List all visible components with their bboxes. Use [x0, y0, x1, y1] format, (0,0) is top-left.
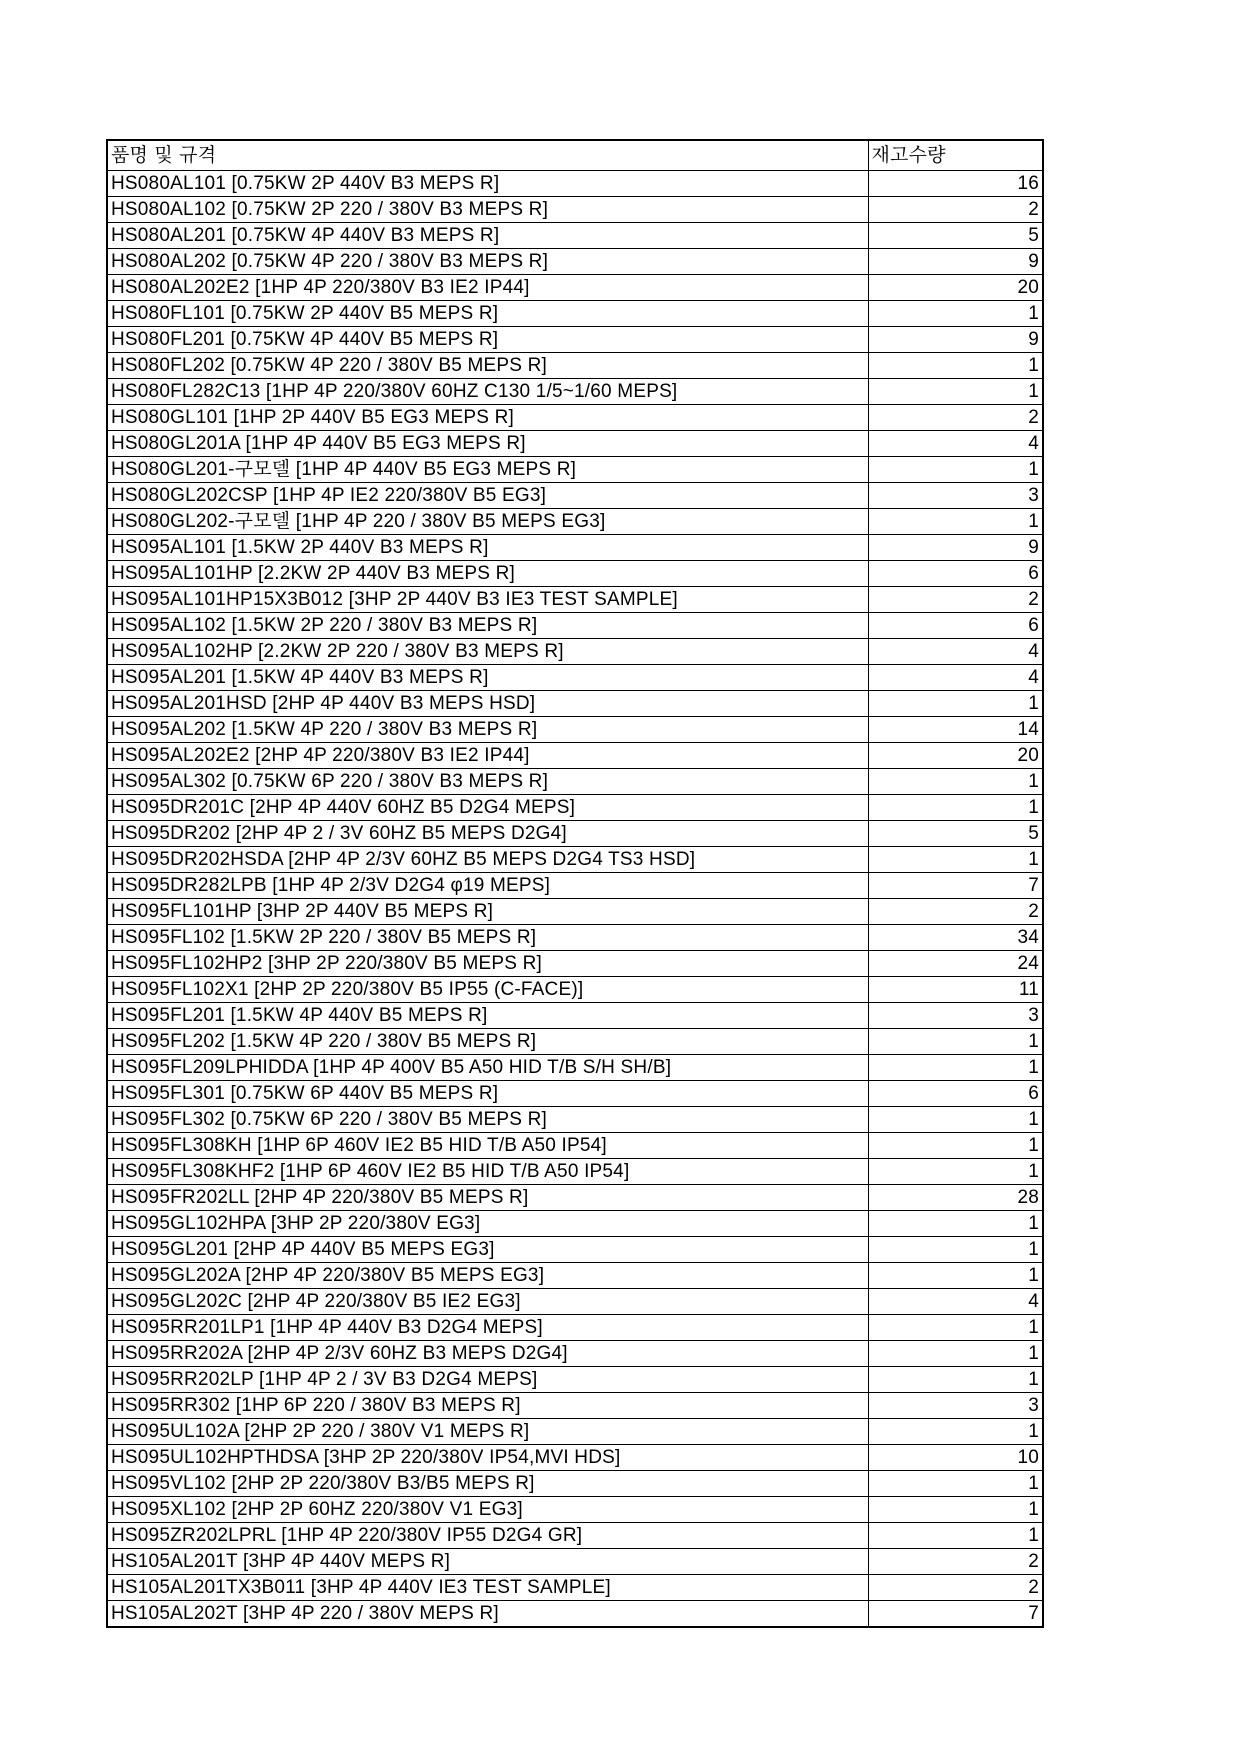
stock-quantity-cell: 16 [868, 171, 1043, 197]
table-row [107, 665, 1043, 691]
table-row [107, 769, 1043, 795]
table-row [107, 301, 1043, 327]
table-row [107, 1003, 1043, 1029]
table-row [107, 977, 1043, 1003]
product-name-cell: HS095AL102 [1.5KW 2P 220 / 380V B3 MEPS R] [107, 613, 868, 639]
product-name-cell: HS095FL209LPHIDDA [1HP 4P 400V B5 A50 HID T/B S/H SH/B] [107, 1055, 868, 1081]
table-row [107, 899, 1043, 925]
stock-quantity-cell: 1 [868, 1133, 1043, 1159]
product-name-cell: HS095FL302 [0.75KW 6P 220 / 380V B5 MEPS R] [107, 1107, 868, 1133]
stock-quantity-cell: 7 [868, 1601, 1043, 1628]
stock-quantity-cell: 3 [868, 1003, 1043, 1029]
product-name-cell: HS095DR202 [2HP 4P 2 / 3V 60HZ B5 MEPS D2G4] [107, 821, 868, 847]
product-name-cell: HS095FL102X1 [2HP 2P 220/380V B5 IP55 (C-FACE)] [107, 977, 868, 1003]
table-row [107, 535, 1043, 561]
product-name-cell: HS095UL102A [2HP 2P 220 / 380V V1 MEPS R] [107, 1419, 868, 1445]
table-row [107, 431, 1043, 457]
product-name-cell: HS095FL102 [1.5KW 2P 220 / 380V B5 MEPS R] [107, 925, 868, 951]
product-name-cell: HS080FL282C13 [1HP 4P 220/380V 60HZ C130 1/5~1/60 MEPS] [107, 379, 868, 405]
stock-quantity-cell: 1 [868, 1497, 1043, 1523]
stock-quantity-cell: 2 [868, 197, 1043, 223]
table-row [107, 353, 1043, 379]
product-name-cell: HS095AL202E2 [2HP 4P 220/380V B3 IE2 IP44] [107, 743, 868, 769]
stock-quantity-cell: 4 [868, 431, 1043, 457]
table-header-row [107, 140, 1043, 171]
stock-quantity-cell: 2 [868, 1575, 1043, 1601]
product-name-cell: HS095DR202HSDA [2HP 4P 2/3V 60HZ B5 MEPS D2G4 TS3 HSD] [107, 847, 868, 873]
product-name-cell: HS095AL201 [1.5KW 4P 440V B3 MEPS R] [107, 665, 868, 691]
product-name-cell: HS095FL201 [1.5KW 4P 440V B5 MEPS R] [107, 1003, 868, 1029]
table-row [107, 197, 1043, 223]
product-name-cell: HS095XL102 [2HP 2P 60HZ 220/380V V1 EG3] [107, 1497, 868, 1523]
table-row [107, 483, 1043, 509]
table-row [107, 457, 1043, 483]
product-name-cell: HS080GL201-구모델 [1HP 4P 440V B5 EG3 MEPS R] [107, 457, 868, 483]
product-name-cell: HS080AL102 [0.75KW 2P 220 / 380V B3 MEPS R] [107, 197, 868, 223]
stock-quantity-cell: 1 [868, 1107, 1043, 1133]
table-row [107, 639, 1043, 665]
stock-quantity-cell: 1 [868, 1471, 1043, 1497]
stock-quantity-cell: 9 [868, 535, 1043, 561]
table-row [107, 613, 1043, 639]
product-name-cell: HS080FL202 [0.75KW 4P 220 / 380V B5 MEPS R] [107, 353, 868, 379]
product-name-cell: HS095AL202 [1.5KW 4P 220 / 380V B3 MEPS R] [107, 717, 868, 743]
table-row [107, 1549, 1043, 1575]
stock-quantity-cell: 6 [868, 613, 1043, 639]
table-row [107, 379, 1043, 405]
product-name-cell: HS095FL102HP2 [3HP 2P 220/380V B5 MEPS R] [107, 951, 868, 977]
stock-quantity-cell: 11 [868, 977, 1043, 1003]
stock-quantity-cell: 4 [868, 665, 1043, 691]
table-row [107, 1445, 1043, 1471]
product-name-cell: HS095GL202A [2HP 4P 220/380V B5 MEPS EG3] [107, 1263, 868, 1289]
table-row [107, 795, 1043, 821]
stock-quantity-cell: 1 [868, 847, 1043, 873]
product-name-cell: HS080AL202 [0.75KW 4P 220 / 380V B3 MEPS R] [107, 249, 868, 275]
product-name-cell: HS080AL101 [0.75KW 2P 440V B3 MEPS R] [107, 171, 868, 197]
product-name-cell: HS080FL201 [0.75KW 4P 440V B5 MEPS R] [107, 327, 868, 353]
product-name-cell: HS080GL201A [1HP 4P 440V B5 EG3 MEPS R] [107, 431, 868, 457]
table-row [107, 1289, 1043, 1315]
table-row [107, 587, 1043, 613]
product-name-cell: HS095AL101HP [2.2KW 2P 440V B3 MEPS R] [107, 561, 868, 587]
product-name-cell: HS095AL201HSD [2HP 4P 440V B3 MEPS HSD] [107, 691, 868, 717]
product-name-cell: HS105AL201TX3B011 [3HP 4P 440V IE3 TEST SAMPLE] [107, 1575, 868, 1601]
table-row [107, 847, 1043, 873]
stock-quantity-cell: 1 [868, 509, 1043, 535]
table-row [107, 249, 1043, 275]
inventory-sheet [106, 139, 1044, 1628]
product-name-cell: HS095VL102 [2HP 2P 220/380V B3/B5 MEPS R] [107, 1471, 868, 1497]
stock-quantity-cell: 1 [868, 1367, 1043, 1393]
stock-quantity-cell: 1 [868, 795, 1043, 821]
product-name-cell: HS095GL202C [2HP 4P 220/380V B5 IE2 EG3] [107, 1289, 868, 1315]
table-row [107, 1185, 1043, 1211]
product-name-cell: HS095DR201C [2HP 4P 440V 60HZ B5 D2G4 MEPS] [107, 795, 868, 821]
table-row [107, 1497, 1043, 1523]
product-name-cell: HS095FL308KH [1HP 6P 460V IE2 B5 HID T/B A50 IP54] [107, 1133, 868, 1159]
stock-quantity-cell: 5 [868, 821, 1043, 847]
product-name-cell: HS080AL202E2 [1HP 4P 220/380V B3 IE2 IP44] [107, 275, 868, 301]
product-name-cell: HS105AL202T [3HP 4P 220 / 380V MEPS R] [107, 1601, 868, 1628]
product-name-cell: HS095FR202LL [2HP 4P 220/380V B5 MEPS R] [107, 1185, 868, 1211]
product-name-cell: HS095FL101HP [3HP 2P 440V B5 MEPS R] [107, 899, 868, 925]
stock-quantity-cell: 1 [868, 1341, 1043, 1367]
table-row [107, 509, 1043, 535]
product-name-cell: HS095GL102HPA [3HP 2P 220/380V EG3] [107, 1211, 868, 1237]
product-name-cell: HS095RR201LP1 [1HP 4P 440V B3 D2G4 MEPS] [107, 1315, 868, 1341]
table-body [107, 171, 1043, 1628]
product-name-cell: HS095AL302 [0.75KW 6P 220 / 380V B3 MEPS R] [107, 769, 868, 795]
product-name-cell: HS080GL202CSP [1HP 4P IE2 220/380V B5 EG3] [107, 483, 868, 509]
stock-quantity-cell: 1 [868, 1263, 1043, 1289]
table-row [107, 1601, 1043, 1628]
table-row [107, 821, 1043, 847]
table-row [107, 1107, 1043, 1133]
product-name-cell: HS095FL202 [1.5KW 4P 220 / 380V B5 MEPS R] [107, 1029, 868, 1055]
stock-quantity-cell: 2 [868, 899, 1043, 925]
table-row [107, 925, 1043, 951]
stock-quantity-cell: 14 [868, 717, 1043, 743]
stock-quantity-cell: 7 [868, 873, 1043, 899]
stock-quantity-cell: 1 [868, 379, 1043, 405]
table-row [107, 717, 1043, 743]
table-row [107, 1211, 1043, 1237]
product-name-cell: HS105AL201T [3HP 4P 440V MEPS R] [107, 1549, 868, 1575]
table-row [107, 561, 1043, 587]
stock-quantity-cell: 5 [868, 223, 1043, 249]
stock-quantity-cell: 4 [868, 639, 1043, 665]
stock-quantity-cell: 20 [868, 743, 1043, 769]
stock-quantity-cell: 2 [868, 1549, 1043, 1575]
table-row [107, 873, 1043, 899]
stock-quantity-cell: 2 [868, 587, 1043, 613]
stock-quantity-cell: 1 [868, 353, 1043, 379]
stock-quantity-cell: 9 [868, 249, 1043, 275]
inventory-table [106, 139, 1044, 1628]
stock-quantity-cell: 6 [868, 1081, 1043, 1107]
table-row [107, 1133, 1043, 1159]
table-row [107, 1341, 1043, 1367]
stock-quantity-cell: 1 [868, 1159, 1043, 1185]
table-row [107, 1523, 1043, 1549]
table-row [107, 275, 1043, 301]
stock-quantity-cell: 34 [868, 925, 1043, 951]
table-row [107, 223, 1043, 249]
product-name-cell: HS095AL102HP [2.2KW 2P 220 / 380V B3 MEPS R] [107, 639, 868, 665]
product-name-cell: HS095RR202LP [1HP 4P 2 / 3V B3 D2G4 MEPS] [107, 1367, 868, 1393]
product-name-cell: HS080GL101 [1HP 2P 440V B5 EG3 MEPS R] [107, 405, 868, 431]
stock-quantity-cell: 1 [868, 1315, 1043, 1341]
table-row [107, 1159, 1043, 1185]
column-header-quantity: 재고수량 [868, 140, 1043, 171]
table-row [107, 1055, 1043, 1081]
table-row [107, 1029, 1043, 1055]
product-name-cell: HS095UL102HPTHDSA [3HP 2P 220/380V IP54,MVI HDS] [107, 1445, 868, 1471]
table-row [107, 1471, 1043, 1497]
stock-quantity-cell: 1 [868, 1419, 1043, 1445]
stock-quantity-cell: 24 [868, 951, 1043, 977]
table-row [107, 743, 1043, 769]
stock-quantity-cell: 1 [868, 1029, 1043, 1055]
table-row [107, 691, 1043, 717]
product-name-cell: HS095RR302 [1HP 6P 220 / 380V B3 MEPS R] [107, 1393, 868, 1419]
stock-quantity-cell: 3 [868, 1393, 1043, 1419]
stock-quantity-cell: 3 [868, 483, 1043, 509]
product-name-cell: HS095DR282LPB [1HP 4P 2/3V D2G4 φ19 MEPS] [107, 873, 868, 899]
stock-quantity-cell: 1 [868, 301, 1043, 327]
product-name-cell: HS095ZR202LPRL [1HP 4P 220/380V IP55 D2G4 GR] [107, 1523, 868, 1549]
table-row [107, 327, 1043, 353]
table-row [107, 1367, 1043, 1393]
stock-quantity-cell: 1 [868, 1055, 1043, 1081]
stock-quantity-cell: 2 [868, 405, 1043, 431]
stock-quantity-cell: 10 [868, 1445, 1043, 1471]
table-row [107, 171, 1043, 197]
table-row [107, 1237, 1043, 1263]
product-name-cell: HS095GL201 [2HP 4P 440V B5 MEPS EG3] [107, 1237, 868, 1263]
product-name-cell: HS095RR202A [2HP 4P 2/3V 60HZ B3 MEPS D2G4] [107, 1341, 868, 1367]
stock-quantity-cell: 1 [868, 769, 1043, 795]
product-name-cell: HS080GL202-구모델 [1HP 4P 220 / 380V B5 MEPS EG3] [107, 509, 868, 535]
stock-quantity-cell: 1 [868, 1211, 1043, 1237]
product-name-cell: HS095FL308KHF2 [1HP 6P 460V IE2 B5 HID T/B A50 IP54] [107, 1159, 868, 1185]
product-name-cell: HS080FL101 [0.75KW 2P 440V B5 MEPS R] [107, 301, 868, 327]
stock-quantity-cell: 9 [868, 327, 1043, 353]
table-row [107, 951, 1043, 977]
table-row [107, 1393, 1043, 1419]
product-name-cell: HS095FL301 [0.75KW 6P 440V B5 MEPS R] [107, 1081, 868, 1107]
table-row [107, 405, 1043, 431]
table-row [107, 1575, 1043, 1601]
stock-quantity-cell: 28 [868, 1185, 1043, 1211]
product-name-cell: HS080AL201 [0.75KW 4P 440V B3 MEPS R] [107, 223, 868, 249]
table-row [107, 1081, 1043, 1107]
table-row [107, 1263, 1043, 1289]
product-name-cell: HS095AL101HP15X3B012 [3HP 2P 440V B3 IE3 TEST SAMPLE] [107, 587, 868, 613]
stock-quantity-cell: 6 [868, 561, 1043, 587]
table-row [107, 1315, 1043, 1341]
table-row [107, 1419, 1043, 1445]
stock-quantity-cell: 20 [868, 275, 1043, 301]
stock-quantity-cell: 1 [868, 1237, 1043, 1263]
column-header-name: 품명 및 규격 [107, 140, 868, 171]
stock-quantity-cell: 1 [868, 457, 1043, 483]
stock-quantity-cell: 1 [868, 1523, 1043, 1549]
stock-quantity-cell: 4 [868, 1289, 1043, 1315]
product-name-cell: HS095AL101 [1.5KW 2P 440V B3 MEPS R] [107, 535, 868, 561]
stock-quantity-cell: 1 [868, 691, 1043, 717]
